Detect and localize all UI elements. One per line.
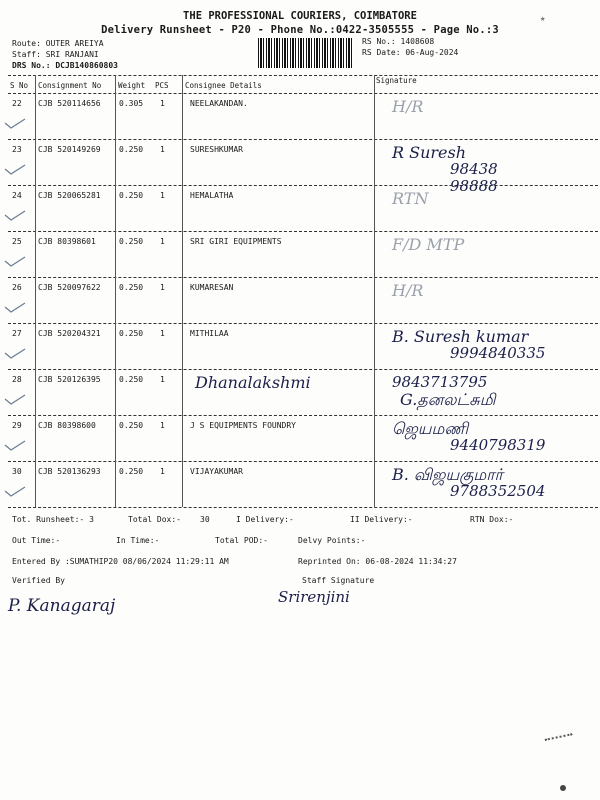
table-cell-weight: 0.250 [119,145,144,154]
table-cell-sno: 30 [12,467,22,476]
total-dox-label: Total Dox:- [128,515,181,524]
table-cell-consignee: HEMALATHA [190,191,234,200]
table-cell-consignment: CJB 80398600 [38,421,96,430]
in-time: In Time:- [116,536,160,545]
col-divider [115,139,116,185]
col-divider [374,323,375,369]
col-divider [35,185,36,231]
header-top-rule [8,75,598,76]
check-mark-icon [4,115,26,125]
table-cell-consignment: CJB 80398601 [38,237,96,246]
route-label: Route: OUTER AREIYA [12,39,104,48]
check-mark-icon [4,207,26,217]
delvy-points: Delvy Points:- [298,536,366,545]
col-divider [115,461,116,507]
row-divider [8,507,598,508]
table-cell-weight: 0.250 [119,421,144,430]
runsheet-subtitle: Delivery Runsheet - P20 - Phone No.:0422-3505555 - Page No.:3 [101,24,499,36]
signature-text: 98438 [450,160,498,178]
col-header-weight: Weight [118,81,146,90]
row-divider [8,277,598,278]
total-pod: Total POD:- [215,536,268,545]
signature-text: H/R [392,281,424,300]
table-cell-sno: 22 [12,99,22,108]
col-divider [182,415,183,461]
table-cell-weight: 0.250 [119,467,144,476]
check-mark-icon [4,345,26,355]
table-cell-sno: 26 [12,283,22,292]
col-divider [35,139,36,185]
reprinted-on: Reprinted On: 06-08-2024 11:34:27 [298,557,457,566]
col-divider [182,185,183,231]
col-divider [182,277,183,323]
table-cell-consignment: CJB 520149269 [38,145,101,154]
staff-label: Staff: SRI RANJANI [12,50,99,59]
col-divider [35,369,36,415]
signature-text: 98888 [450,177,498,195]
row-divider [8,369,598,370]
row-divider [8,185,598,186]
signature-text: ஜெயமணி [392,419,469,438]
signature-text: RTN [392,189,429,208]
col-divider [115,185,116,231]
table-cell-weight: 0.250 [119,191,144,200]
table-cell-sno: 24 [12,191,22,200]
table-cell-consignment: CJB 520136293 [38,467,101,476]
col-header-signature: Signature [376,76,417,85]
signature-text: F/D MTP [392,235,465,254]
col-divider [374,369,375,415]
scan-dot [560,785,566,791]
corner-mark: ★ [540,14,546,24]
col-divider [374,139,375,185]
col-divider [35,461,36,507]
ii-delivery: II Delivery:- [350,515,413,524]
verified-by-label: Verified By [12,576,65,585]
check-mark-icon [4,161,26,171]
drs-label: DRS No.: DCJB140860803 [12,61,118,70]
row-divider [8,139,598,140]
col-header-consignment: Consignment No [38,81,102,90]
table-cell-pcs: 1 [160,145,165,154]
col-divider [182,93,183,139]
table-cell-weight: 0.250 [119,329,144,338]
table-cell-consignee: MITHILAA [190,329,229,338]
col-divider [115,93,116,139]
entered-by: Entered By :SUMATHIP20 08/06/2024 11:29:11 AM [12,557,229,566]
table-cell-pcs: 1 [160,329,165,338]
col-divider [374,231,375,277]
col-divider [115,75,116,93]
staff-signature-label: Staff Signature [302,576,375,585]
rtn-dox: RTN Dox:- [470,515,514,524]
table-cell-consignee: VIJAYAKUMAR [190,467,243,476]
table-cell-pcs: 1 [160,191,165,200]
rs-date: RS Date: 06-Aug-2024 [362,48,459,57]
table-cell-pcs: 1 [160,99,165,108]
col-divider [182,461,183,507]
table-cell-consignment: CJB 520114656 [38,99,101,108]
signature-text: 9440798319 [450,436,546,454]
table-cell-weight: 0.250 [119,283,144,292]
table-cell-weight: 0.305 [119,99,144,108]
row-divider [8,461,598,462]
verified-signature: P. Kanagaraj [8,596,116,616]
company-title: THE PROFESSIONAL COURIERS, COIMBATORE [183,10,417,22]
table-cell-sno: 25 [12,237,22,246]
signature-text: 9994840335 [450,344,546,362]
col-divider [374,75,375,93]
staff-signature: Srirenjini [278,588,350,606]
signature-text: H/R [392,97,424,116]
out-time: Out Time:- [12,536,61,545]
signature-text: B. விஜயகுமார் [392,465,503,484]
table-cell-weight: 0.250 [119,375,144,384]
col-divider [115,277,116,323]
col-header-pcs: PCS [155,81,169,90]
tot-runsheet: Tot. Runsheet:- 3 [12,515,94,524]
table-cell-pcs: 1 [160,375,165,384]
col-divider [182,75,183,93]
col-divider [35,75,36,93]
rs-no: RS No.: 1408608 [362,37,435,46]
table-cell-weight: 0.250 [119,237,144,246]
check-mark-icon [4,391,26,401]
check-mark-icon [4,299,26,309]
col-header-sno: S No [10,81,29,90]
table-cell-pcs: 1 [160,421,165,430]
check-mark-icon [4,253,26,263]
signature-text: 9843713795 [392,373,488,391]
col-divider [374,93,375,139]
col-divider [374,277,375,323]
table-cell-consignment: CJB 520097622 [38,283,101,292]
col-header-consignee: Consignee Details [185,81,262,90]
signature-text: 9788352504 [450,482,546,500]
col-divider [35,415,36,461]
row-divider [8,415,598,416]
table-cell-consignee-handwritten: Dhanalakshmi [195,373,311,392]
table-cell-consignment: CJB 520065281 [38,191,101,200]
col-divider [115,415,116,461]
col-divider [374,461,375,507]
col-divider [35,323,36,369]
table-cell-consignee: J S EQUIPMENTS FOUNDRY [190,421,296,430]
table-cell-consignment: CJB 520204321 [38,329,101,338]
header-bottom-rule [8,93,598,94]
table-cell-sno: 27 [12,329,22,338]
table-cell-consignee: KUMARESAN [190,283,234,292]
table-cell-sno: 28 [12,375,22,384]
table-cell-pcs: 1 [160,237,165,246]
col-divider [35,277,36,323]
col-divider [374,415,375,461]
table-cell-pcs: 1 [160,283,165,292]
table-cell-consignee: NEELAKANDAN. [190,99,248,108]
scan-mark [545,733,574,745]
col-divider [182,231,183,277]
signature-text: G.தனலட்சுமி [400,390,496,409]
check-mark-icon [4,483,26,493]
table-cell-pcs: 1 [160,467,165,476]
i-delivery: I Delivery:- [236,515,294,524]
barcode [258,38,353,68]
table-cell-consignee: SRI GIRI EQUIPMENTS [190,237,282,246]
col-divider [182,323,183,369]
col-divider [115,369,116,415]
table-cell-consignee: SURESHKUMAR [190,145,243,154]
table-cell-sno: 23 [12,145,22,154]
signature-text: R Suresh [392,143,467,162]
signature-text: B. Suresh kumar [392,327,529,346]
col-divider [35,93,36,139]
row-divider [8,231,598,232]
col-divider [374,185,375,231]
col-divider [115,323,116,369]
total-dox-value: 30 [200,515,210,524]
col-divider [182,369,183,415]
table-cell-consignment: CJB 520126395 [38,375,101,384]
row-divider [8,323,598,324]
check-mark-icon [4,437,26,447]
table-cell-sno: 29 [12,421,22,430]
col-divider [115,231,116,277]
col-divider [182,139,183,185]
col-divider [35,231,36,277]
